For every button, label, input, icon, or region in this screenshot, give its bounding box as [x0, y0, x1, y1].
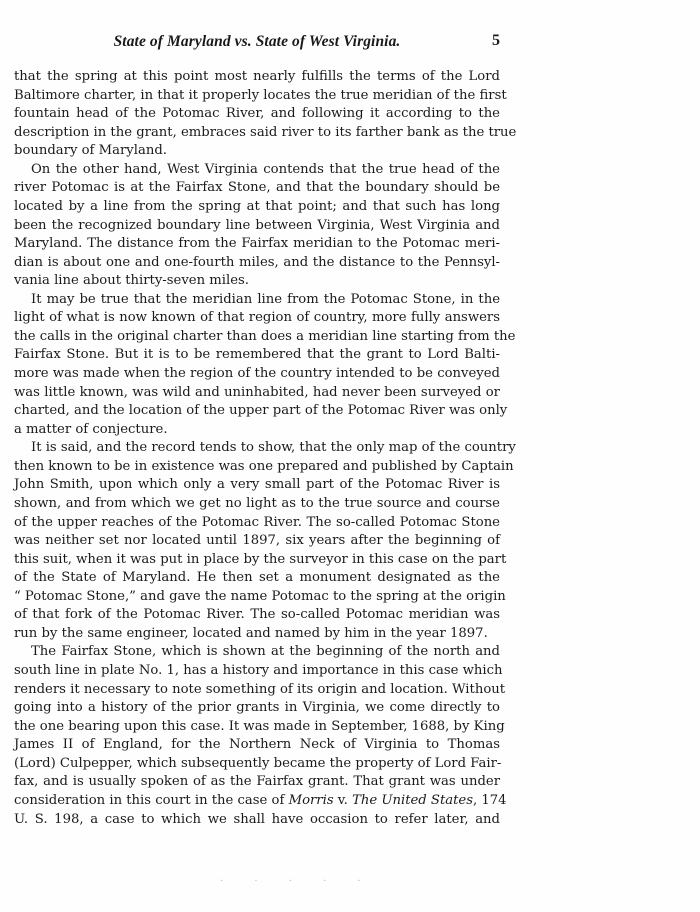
- text-line: river Potomac is at the Fairfax Stone, and that the boundary should be: [14, 180, 500, 196]
- text-line: “ Potomac Stone,” and gave the name Potomac to the spring at the origin: [14, 588, 506, 604]
- text-line: James II of England, for the Northern Neck of Virginia to Thomas: [14, 737, 500, 753]
- paragraph-start: It is said, and the record tends to show, that the only map of the country: [31, 440, 516, 456]
- text-line: the calls in the original charter than does a meridian line starting from the: [14, 328, 516, 344]
- text-line: Fairfax Stone. But it is to be remembered that the grant to Lord Balti-: [14, 347, 500, 363]
- text-line: run by the same engineer, located and named by him in the year 1897.: [14, 625, 488, 641]
- text-line: fountain head of the Potomac River, and following it according to the: [14, 106, 500, 122]
- body-text: [14, 68, 517, 829]
- running-head: [14, 33, 500, 53]
- text-line: going into a history of the prior grants in Virginia, we come directly to: [14, 700, 500, 716]
- page-number: 5: [492, 32, 500, 49]
- text-line: Baltimore charter, in that it properly locates the true meridian of the first: [14, 87, 507, 103]
- text-line: of the upper reaches of the Potomac River. The so-called Potomac Stone: [14, 514, 500, 530]
- text-line: description in the grant, embraces said river to its farther bank as the true: [14, 124, 517, 140]
- text-line: south line in plate No. 1, has a history and importance in this case which: [14, 663, 503, 678]
- text-line-citation: [14, 792, 507, 811]
- case-name-united-states: The United States: [352, 792, 473, 808]
- text-line: renders it necessary to note something of its origin and location. Without: [14, 681, 506, 697]
- text-line: the one bearing upon this case. It was made in September, 1688, by King: [14, 718, 505, 734]
- text-line: been the recognized boundary line between Virginia, West Virginia and: [14, 217, 500, 233]
- case-name-morris: Morris: [288, 792, 334, 808]
- text-line: more was made when the region of the country intended to be conveyed: [14, 366, 500, 381]
- text-line: Maryland. The distance from the Fairfax meridian to the Potomac meri-: [14, 236, 500, 252]
- text-line: was neither set nor located until 1897, six years after the beginning of: [14, 533, 500, 549]
- text-line: John Smith, upon which only a very small part of the Potomac River is: [14, 477, 500, 493]
- text-line: then known to be in existence was one prepared and published by Captain: [14, 458, 514, 474]
- text-line: located by a line from the spring at that point; and that such has long: [14, 198, 500, 214]
- paragraph-start: It may be true that the meridian line from the Potomac Stone, in the: [31, 291, 500, 307]
- text-line: charted, and the location of the upper part of the Potomac River was only: [14, 403, 508, 419]
- text-line: a matter of conjecture.: [14, 421, 168, 437]
- text-line: dian is about one and one-fourth miles, and the distance to the Pennsyl-: [14, 254, 500, 270]
- paragraph-start: On the other hand, West Virginia contends that the true head of the: [31, 161, 500, 177]
- citation-versus: v.: [333, 792, 353, 808]
- text-line: was little known, was wild and uninhabited, had never been surveyed or: [14, 384, 500, 400]
- text-line: fax, and is usually spoken of as the Fairfax grant. That grant was under: [14, 774, 500, 790]
- text-line: that the spring at this point most nearly fulfills the terms of the Lord: [14, 69, 500, 84]
- text-line: vania line about thirty-seven miles.: [14, 273, 249, 289]
- scan-specks: · · · · ·: [220, 876, 375, 887]
- text-line: (Lord) Culpepper, which subsequently became the property of Lord Fair-: [14, 755, 502, 771]
- citation-volume: , 174: [473, 792, 507, 808]
- running-title: State of Maryland vs. State of West Virginia.: [113, 33, 401, 50]
- text-line: boundary of Maryland.: [14, 143, 167, 159]
- text-line: shown, and from which we get no light as to the true source and course: [14, 495, 500, 511]
- citation-lead: consideration in this court in the case of: [14, 792, 289, 808]
- paragraph-start: The Fairfax Stone, which is shown at the beginning of the north and: [31, 644, 500, 660]
- text-line: of that fork of the Potomac River. The so-called Potomac meridian was: [14, 607, 500, 623]
- text-line: this suit, when it was put in place by the surveyor in this case on the part: [14, 551, 507, 567]
- text-line: U. S. 198, a case to which we shall have occasion to refer later, and: [14, 811, 500, 827]
- text-line: of the State of Maryland. He then set a monument designated as the: [14, 570, 500, 586]
- text-line: light of what is now known of that region of country, more fully answers: [14, 310, 500, 326]
